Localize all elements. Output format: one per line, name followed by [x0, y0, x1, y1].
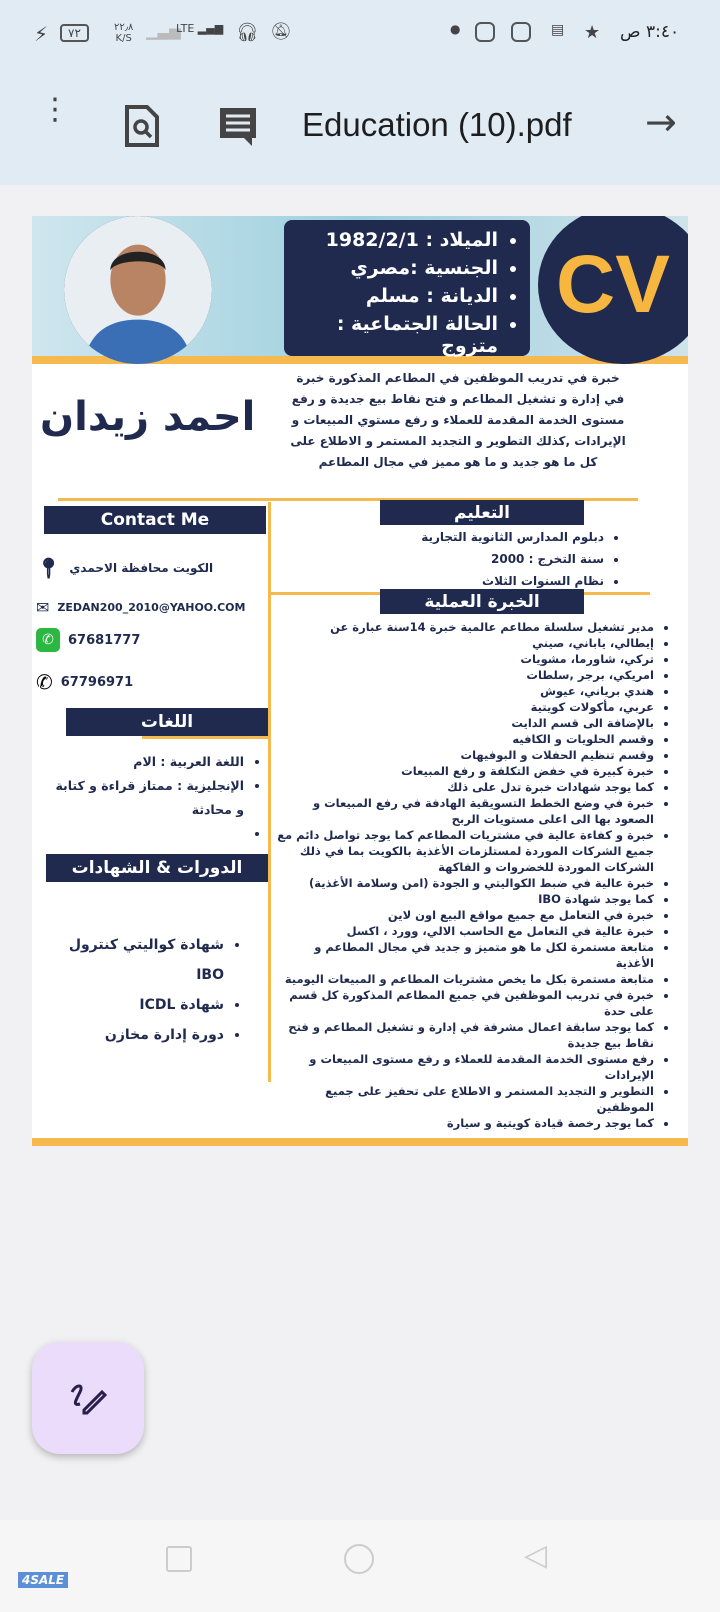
religion: • الديانة : مسلم: [298, 285, 498, 307]
status-bar: ⚡ ٧٢ ٢٢٫٨ K/S ▁▃▅ LTE ▂▄▆ 🎧︎ 🔕︎ ● ▤ ★ ٣:٤٠ ص: [34, 22, 680, 46]
more-options-icon[interactable]: ⋮: [40, 92, 70, 127]
signal-icon: ▁▃▅: [146, 22, 181, 40]
experience-item: • تركي، شاورما، مشويات: [272, 651, 654, 667]
email-icon: ✉: [36, 598, 50, 617]
birth-date: • الميلاد : 1982/2/1: [298, 229, 498, 251]
language-item: • اللغة العربية : الام: [52, 750, 244, 774]
education-header: التعليم: [380, 500, 584, 525]
languages-list: [52, 750, 262, 846]
net-speed: ٢٢٫٨ K/S: [114, 22, 134, 44]
pdf-toolbar: [0, 92, 720, 160]
address: 📍︎ الكويت محافظة الاحمدي: [36, 556, 214, 580]
experience-item: • هندي برياني، عيوش: [272, 683, 654, 699]
experience-item: • كما يوجد رخصة قيادة كويتية و سيارة: [272, 1115, 654, 1131]
experience-item: • خبرة في وضع الخطط التسويقية الهادفة في رفع المبيعات و الصعود بها الى اعلى مستويات الربح: [272, 795, 654, 827]
phone-icon: ✆: [36, 670, 53, 694]
charging-icon: ⚡: [34, 22, 49, 46]
cv-logo: CV: [538, 216, 688, 364]
star-app-icon: ★: [584, 22, 601, 43]
pdf-page[interactable]: [32, 216, 688, 1146]
email: ✉ ZEDAN200_2010@YAHOO.COM: [36, 598, 246, 617]
personal-info-box: [284, 220, 530, 356]
nationality: • الجنسية :مصري: [298, 257, 498, 279]
experience-item: • كما يوجد شهادات خبرة تدل على ذلك: [272, 779, 654, 795]
phone: ✆ 67796971: [36, 670, 134, 694]
experience-list: [272, 619, 672, 1131]
languages-header: اللغات: [66, 708, 268, 736]
app-notification-icon: ▤: [551, 22, 565, 38]
experience-item: • متابعة مستمرة بكل ما يخص مشتريات المطاعم و المبيعات اليومية: [272, 971, 654, 987]
annotate-button[interactable]: [32, 1342, 144, 1454]
language-item: [52, 822, 244, 846]
experience-item: • عربي، مأكولات كويتية: [272, 699, 654, 715]
candidate-name: احمد زيدان: [40, 394, 256, 440]
document-title: Education (10).pdf: [302, 106, 572, 143]
experience-item: • خبرة و كفاءة عالية في مشتريات المطاعم كما يوجد تواصل دائم مع جميع الشركات الموردة لمستلزمات الأغذية بالكويت بما في ذلك الشركات الموردة للخضروات و الفاكهة: [272, 827, 654, 875]
dot-icon: ●: [450, 22, 461, 36]
comment-icon[interactable]: [218, 106, 258, 146]
whatsapp: ✆ 67681777: [36, 628, 140, 652]
experience-item: • خبرة في التعامل مع جميع مواقع البيع اون لاين: [272, 907, 654, 923]
profile-photo: [64, 216, 212, 364]
contact-header: Contact Me: [44, 506, 266, 534]
education-item: • دبلوم المدارس الثانوية التجارية: [372, 526, 604, 548]
experience-item: • خبرة عالية في ضبط الكواليتي و الجودة (امن وسلامة الأغذية): [272, 875, 654, 891]
find-in-document-icon[interactable]: [124, 104, 160, 148]
divider: [142, 736, 268, 739]
experience-item: • خبرة في تدريب الموظفين في جميع المطاعم المذكورة كل قسم على حدة: [272, 987, 654, 1019]
experience-item: • كما يوجد شهادة IBO: [272, 891, 654, 907]
experience-item: • متابعة مستمرة لكل ما هو متميز و جديد في مجال المطاعم و الأغذية: [272, 939, 654, 971]
experience-item: • بالإضافة الى قسم الدايت: [272, 715, 654, 731]
summary: خبرة في تدريب الموظفين في المطاعم المذكورة خبرة في إدارة و تشغيل المطاعم و فتح نقاط بيع جديدة و رفع مستوى الخدمة المقدمة للعملاء و رفع مستوي المبيعات و الإيرادات ,كذلك التطوير و التجديد المستمر و الاطلاع على كل ما هو جديد و ما هو مميز في مجال المطاعم: [290, 371, 626, 469]
edit-pen-icon: [68, 1378, 108, 1418]
navigation-bar: [0, 1520, 720, 1612]
education-item: • نظام السنوات الثلاث: [372, 570, 604, 592]
certificates-list: [52, 930, 242, 1050]
experience-item: • إيطالي، ياباني، صيني: [272, 635, 654, 651]
language-item: • الإنجليزية : ممتاز قراءة و كتابة و محادثة: [52, 774, 244, 822]
headphones-icon: 🎧︎: [236, 22, 259, 43]
whatsapp-icon: ✆: [36, 628, 60, 652]
home-button[interactable]: [344, 1544, 374, 1574]
experience-item: • كما يوجد سابقة اعمال مشرفة في إدارة و تشغيل المطاعم و فتح نقاط بيع جديدة: [272, 1019, 654, 1051]
experience-item: • التطوير و التجديد المستمر و الاطلاع على تحفيز على جميع الموظفين: [272, 1083, 654, 1115]
certificate-item: • شهادة كواليتي كنترول IBO: [52, 930, 224, 990]
experience-item: • رفع مستوى الخدمة المقدمة للعملاء و رفع مستوى المبيعات و الإيرادات: [272, 1051, 654, 1083]
lte-signal-icon: LTE ▂▄▆: [176, 22, 224, 35]
experience-item: • مدير تشغيل سلسلة مطاعم عالمية خبرة 14سنة عبارة عن: [272, 619, 654, 635]
experience-header: الخبرة العملية: [380, 589, 584, 614]
certificates-header: الدورات & الشهادات: [46, 854, 268, 882]
experience-item: • امريكي، برجر ,سلطات: [272, 667, 654, 683]
app-header: [0, 0, 720, 185]
back-button[interactable]: ◁: [524, 1538, 548, 1573]
education-item: • سنة التخرج : 2000: [372, 548, 604, 570]
marital-status: • الحالة الجتماعية : متزوج: [298, 313, 498, 357]
instagram-icon: [475, 22, 495, 42]
column-divider: [268, 502, 271, 1082]
recents-button[interactable]: [166, 1546, 192, 1572]
divider: [32, 1138, 688, 1146]
certificate-item: • دورة إدارة مخازن: [52, 1020, 224, 1050]
certificate-item: • شهادة ICDL: [52, 990, 224, 1020]
watermark-logo: 4SALE: [18, 1572, 68, 1588]
instagram-icon: [511, 22, 531, 42]
experience-item: • وقسم الحلويات و الكافيه: [272, 731, 654, 747]
mute-bell-icon: 🔕︎: [270, 22, 292, 42]
battery-icon: ٧٢: [60, 24, 89, 42]
experience-item: • خبرة عالية في التعامل مع الحاسب الالي، وورد ، اكسل: [272, 923, 654, 939]
location-pin-icon: 📍︎: [36, 556, 62, 580]
experience-item: • خبرة كبيرة في خفض التكلفة و رفع المبيعات: [272, 763, 654, 779]
arrow-forward-icon[interactable]: →: [645, 100, 677, 144]
experience-item: • وقسم تنظيم الحفلات و البوفيهات: [272, 747, 654, 763]
education-list: [372, 526, 622, 592]
